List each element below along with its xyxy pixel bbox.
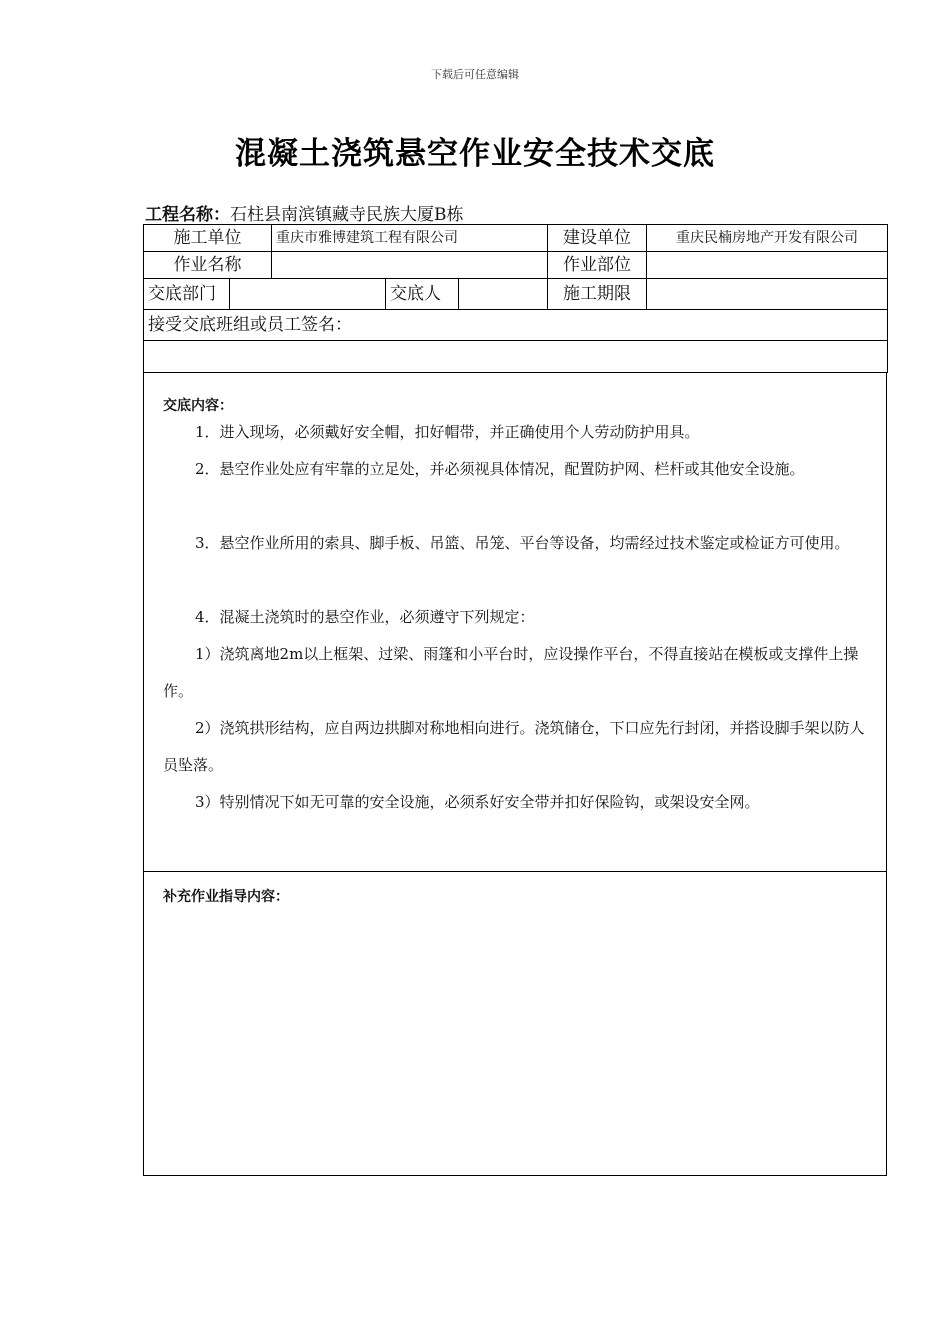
signature-label: 接受交底班组或员工签名：: [144, 310, 888, 341]
table-row: [144, 310, 888, 341]
project-name-line: [145, 200, 464, 225]
content-paragraph: 3．悬空作业所用的索具、脚手板、吊篮、吊笼、平台等设备，均需经过技术鉴定或检证方可使用。: [195, 534, 850, 552]
content-paragraph: 1）浇筑离地2m以上框架、过梁、雨篷和小平台时，应设操作平台，不得直接站在模板或支撑件上操作。: [163, 645, 859, 700]
supplement-section: [143, 871, 887, 1176]
work-name-label: 作业名称: [144, 252, 272, 279]
briefing-content-heading: 交底内容：: [163, 398, 233, 414]
period-label: 施工期限: [548, 279, 647, 310]
construction-unit-value: 重庆市雅博建筑工程有限公司: [272, 225, 548, 252]
construction-unit-label: 施工单位: [144, 225, 272, 252]
content-paragraph: 2．悬空作业处应有牢靠的立足处，并必须视具体情况，配置防护网、栏杆或其他安全设施。: [195, 460, 805, 478]
content-paragraph: 1．进入现场，必须戴好安全帽，扣好帽带，并正确使用个人劳动防护用具。: [195, 423, 700, 441]
briefing-info-table: [143, 224, 888, 373]
content-paragraph: 3）特别情况下如无可靠的安全设施，必须系好安全带并扣好保险钩，或架设安全网。: [195, 793, 760, 811]
project-name-label: 工程名称：: [145, 205, 230, 225]
supplement-heading: 补充作业指导内容：: [163, 889, 289, 905]
content-paragraph: 4．混凝土浇筑时的悬空作业，必须遵守下列规定：: [195, 608, 535, 626]
table-row: [144, 225, 888, 252]
briefing-content-section: [143, 373, 887, 872]
content-paragraph: 2）浇筑拱形结构，应自两边拱脚对称地相向进行。浇筑储仓，下口应先行封闭，并搭设脚手架以防人员坠落。: [163, 719, 865, 774]
table-row: [144, 279, 888, 310]
table-row: [144, 341, 888, 373]
owner-unit-label: 建设单位: [548, 225, 647, 252]
table-row: [144, 252, 888, 279]
briefer-value[interactable]: [459, 279, 548, 310]
work-location-label: 作业部位: [548, 252, 647, 279]
signature-value[interactable]: [144, 341, 888, 373]
header-note: 下载后可任意编辑: [431, 68, 519, 81]
work-location-value[interactable]: [647, 252, 888, 279]
period-value[interactable]: [647, 279, 888, 310]
work-name-value[interactable]: [272, 252, 548, 279]
document-title: 混凝土浇筑悬空作业安全技术交底: [235, 136, 715, 172]
project-name-value: 石柱县南滨镇藏寺民族大厦B栋: [230, 205, 464, 225]
briefing-dept-label: 交底部门: [144, 279, 230, 310]
owner-unit-value: 重庆民楠房地产开发有限公司: [647, 225, 888, 252]
briefing-dept-value[interactable]: [230, 279, 386, 310]
briefer-label: 交底人: [386, 279, 459, 310]
